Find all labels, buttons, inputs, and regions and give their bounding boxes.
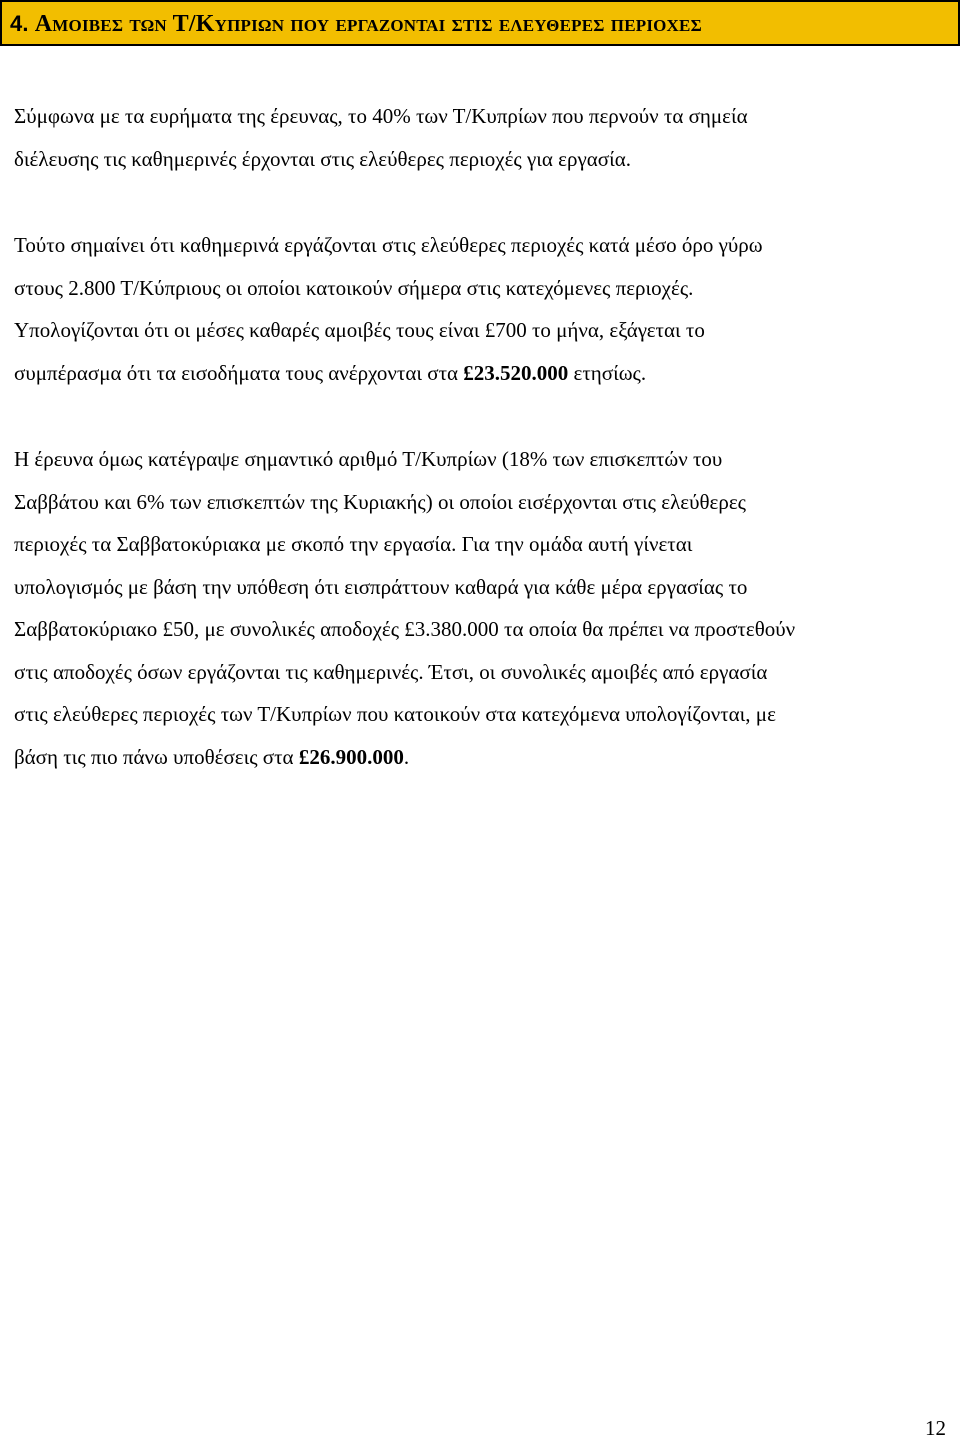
text-line <box>14 352 934 395</box>
text-line: Σαββάτου και 6% των επισκεπτών της Κυριακής) οι οποίοι εισέρχονται στις ελεύθερες <box>14 489 746 514</box>
text-fragment: βάση τις πιο πάνω υποθέσεις στα <box>14 744 299 769</box>
text-line: Υπολογίζονται ότι οι μέσες καθαρές αμοιβές τους είναι £700 το μήνα, εξάγεται το <box>14 318 705 342</box>
text-line: Σύμφωνα με τα ευρήματα της έρευνας, το 40% των Τ/Κυπρίων που περνούν τα σημεία <box>14 104 748 128</box>
text-line: Σαββατοκύριακο £50, με συνολικές αποδοχές £3.380.000 τα οποία θα πρέπει να προστεθούν <box>14 617 796 641</box>
section-heading-box <box>0 0 960 46</box>
text-line: Η έρευνα όμως κατέγραψε σημαντικό αριθμό Τ/Κυπρίων (18% των επισκεπτών του <box>14 447 723 471</box>
text-line: Τούτο σημαίνει ότι καθημερινά εργάζονται στις ελεύθερες περιοχές κατά μέσο όρο γύρω <box>14 233 763 257</box>
text-line: περιοχές τα Σαββατοκύριακα με σκοπό την εργασία. Για την ομάδα αυτή γίνεται <box>14 532 693 556</box>
paragraph-1 <box>14 95 934 180</box>
text-fragment: συμπέρασμα ότι τα εισοδήματα τους ανέρχονται στα <box>14 360 464 385</box>
text-line: υπολογισμός με βάση την υπόθεση ότι εισπράττουν καθαρά για κάθε μέρα εργασίας το <box>14 574 748 599</box>
section-number: 4. <box>10 11 29 36</box>
text-line: στους 2.800 Τ/Κύπριους οι οποίοι κατοικούν σήμερα στις κατεχόμενες περιοχές. <box>14 275 694 300</box>
paragraph-3 <box>14 438 934 778</box>
text-line: στις ελεύθερες περιοχές των Τ/Κυπρίων που κατοικούν στα κατεχόμενα υπολογίζονται, με <box>14 702 776 726</box>
text-line <box>14 736 934 779</box>
page-number: 12 <box>925 1416 946 1440</box>
section-heading <box>10 11 702 38</box>
section-title: Αμοιβες των Τ/Κυπριων που εργαζονται στις ελευθερες περιοχες <box>34 11 702 37</box>
text-line: στις αποδοχές όσων εργάζονται τις καθημερινές. Έτσι, οι συνολικές αμοιβές από εργασία <box>14 659 768 684</box>
text-line: διέλευσης τις καθημερινές έρχονται στις ελεύθερες περιοχές για εργασία. <box>14 146 631 171</box>
text-fragment: . <box>403 744 410 769</box>
paragraph-2 <box>14 224 934 394</box>
text-fragment: ετησίως. <box>568 360 647 385</box>
total-income-amount: £26.900.000 <box>298 744 404 769</box>
annual-income-amount: £23.520.000 <box>463 360 569 385</box>
